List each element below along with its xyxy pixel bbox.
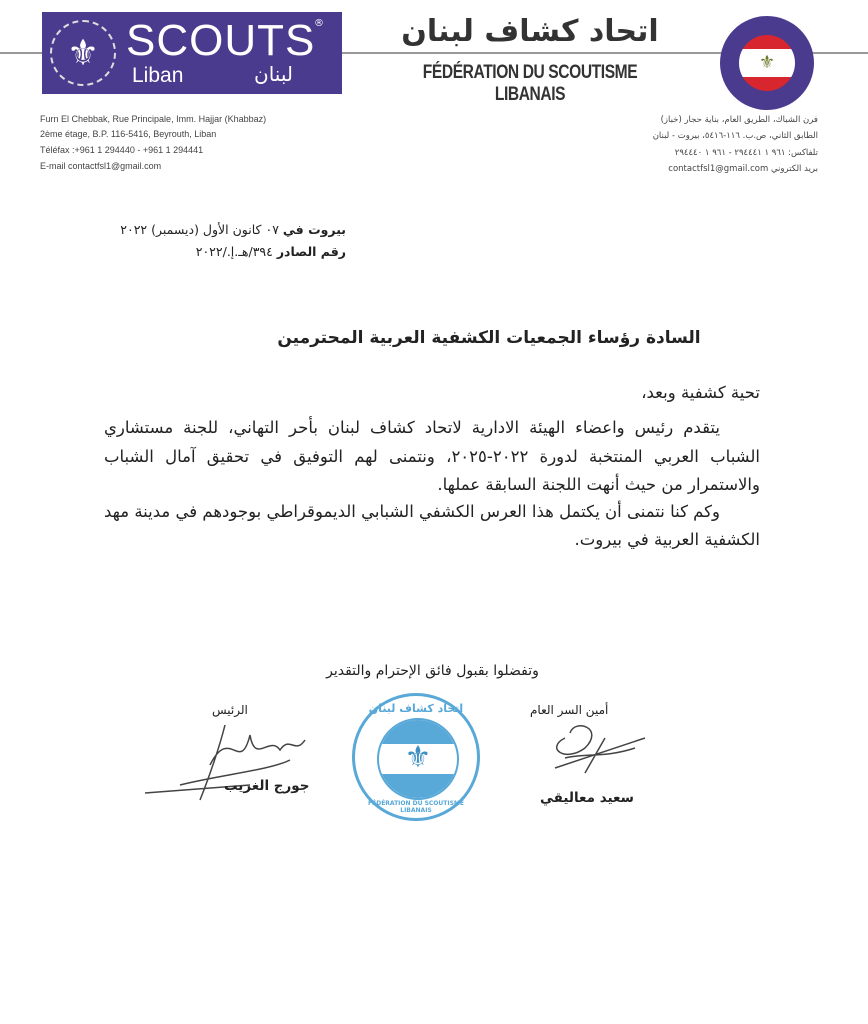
lebanese-flag-icon: ⚜ — [739, 35, 795, 91]
president-name: جورج الغريب — [224, 778, 310, 794]
address-ar-line: فرن الشباك، الطريق العام، بناية حجار (خباز) — [660, 115, 818, 125]
ref-label: رقم الصادر — [276, 244, 346, 259]
stamp-text-fr: FÉDÉRATION DU SCOUTISME LIBANAIS — [368, 800, 464, 814]
fleur-de-lis-icon: ⚜ — [50, 20, 116, 86]
greeting: تحية كشفية وبعد، — [641, 383, 760, 402]
registered-mark: ® — [314, 18, 324, 29]
letter-date — [120, 222, 346, 237]
logo-country-ar: لبنان — [254, 62, 293, 86]
address-ar-line: بريد الكتروني contactfsl1@gmail.com — [668, 164, 818, 174]
federation-stamp — [352, 693, 480, 821]
stamp-text-ar: اتحاد كشاف لبنان — [368, 702, 464, 715]
secretary-signature — [545, 718, 655, 783]
address-fr-line: Téléfax :+961 1 294440 - +961 1 294441 — [40, 145, 204, 155]
federation-title-ar: اتحاد كشاف لبنان — [385, 14, 675, 49]
ref-value: ٣٩٤/هـ.إ./٢٠٢٢ — [195, 244, 273, 259]
closing-salutation: وتفضلوا بقبول فائق الإحترام والتقدير — [326, 663, 539, 679]
federation-seal-logo — [720, 16, 814, 110]
body-line: الكشفية العربية في بيروت. — [574, 530, 760, 549]
reference-number — [196, 244, 346, 259]
body-line: وكم كنا نتمنى أن يكتمل هذا العرس الكشفي الشبابي الديموقراطي بوجودهم في مدينة مهد — [103, 502, 720, 521]
president-title: الرئيس — [212, 703, 248, 717]
federation-title-fr: FÉDÉRATION DU SCOUTISME LIBANAIS — [422, 62, 638, 105]
date-value: ٠٧ كانون الأول (ديسمبر) ٢٠٢٢ — [120, 222, 279, 237]
address-fr-line: 2ème étage, B.P. 116-5416, Beyrouth, Liban — [40, 129, 217, 139]
body-line: والاستمرار من حيث أنهت اللجنة السابقة عملها. — [437, 475, 760, 494]
address-ar-line: تلفاكس: ٩٦١ ١ ٢٩٤٤٤١ - ٩٦١ ١ ٢٩٤٤٤٠ — [674, 148, 818, 158]
address-fr-line: Furn El Chebbak, Rue Principale, Imm. Hajjar (Khabbaz) — [40, 114, 267, 124]
body-line: الشباب العربي المنتخبة لدورة ٢٠٢٢-٢٠٢٥، ونتمنى لهم التوفيق في تحقيق آمال الشباب — [104, 447, 761, 466]
logo-country: Liban — [132, 64, 184, 87]
fleur-de-lis-icon: ⚜ — [404, 740, 432, 775]
addressee-heading: السادة رؤساء الجمعيات الكشفية العربية المحترمين — [277, 328, 701, 348]
logo-word: SCOUTS — [126, 16, 316, 65]
scouts-liban-logo — [42, 12, 342, 94]
address-fr-line: E-mail contactfsl1@gmail.com — [40, 161, 162, 171]
secretary-title: أمين السر العام — [530, 703, 609, 717]
secretary-name: سعيد معاليقي — [540, 790, 634, 806]
body-line: يتقدم رئيس واعضاء الهيئة الادارية لاتحاد كشاف لبنان بأحر التهاني، للجنة مستشاري — [104, 418, 720, 437]
address-ar-line: الطابق الثاني، ص.ب. ١١٦-٥٤١٦، بيروت - لبنان — [652, 131, 818, 141]
date-place-label: بيروت في — [282, 222, 346, 237]
